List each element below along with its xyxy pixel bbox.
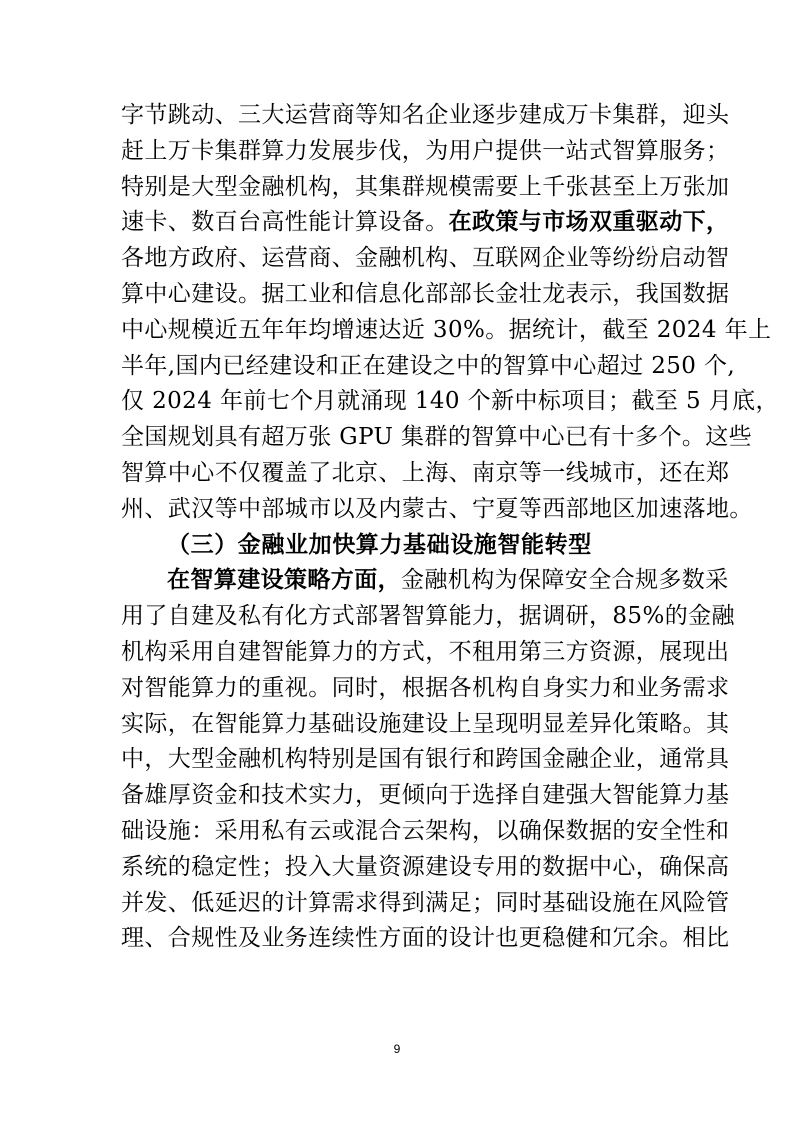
text-line: 并发、低延迟的计算需求得到满足；同时基础设施在风险管 [121,889,730,916]
text-line: 中，大型金融机构特别是国有银行和跨国金融企业，通常具 [121,746,730,773]
bold-phrase: 在政策与市场双重驱动下， [448,209,730,236]
text-line: 备雄厚资金和技术实力，更倾向于选择自建强大智能算力基 [121,782,730,809]
text-line: 用了自建及私有化方式部署智算能力，据调研，85%的金融 [121,603,735,630]
text-line: 系统的稳定性；投入大量资源建设专用的数据中心，确保高 [121,853,730,880]
paragraph-2 [121,563,735,957]
document-body [121,98,779,957]
text-run: 速卡、数百台高性能计算设备。 [121,209,449,236]
text-line: 半年,国内已经建设和正在建设之中的智算中心超过 250 个, [121,352,736,379]
text-line [121,563,729,599]
text-line: 算中心建设。据工业和信息化部部长金壮龙表示，我国数据 [121,280,730,307]
text-run: 金融机构为保障安全合规多数采 [401,567,729,594]
paragraph-1 [121,98,779,528]
text-line: 智算中心不仅覆盖了北京、上海、南京等一线城市，还在郑 [121,459,730,486]
text-line: 理、合规性及业务连续性方面的设计也更稳健和冗余。相比 [121,925,730,952]
text-line: 中心规模近五年年均增速达近 30%。据统计，截至 2024 年上 [121,316,772,343]
page-number: 9 [393,1042,401,1056]
text-line: 字节跳动、三大运营商等知名企业逐步建成万卡集群，迎头 [121,102,730,128]
text-line: 全国规划具有超万张 GPU 集群的智算中心已有十多个。这些 [121,424,753,451]
section-heading: （三）金融业加快算力基础设施智能转型 [167,531,592,558]
text-line: 对智能算力的重视。同时，根据各机构自身实力和业务需求 [121,674,730,701]
text-line: 础设施：采用私有云或混合云架构，以确保数据的安全性和 [121,817,730,844]
text-line: 特别是大型金融机构，其集群规模需要上千张甚至上万张加 [121,173,730,200]
text-line: 各地方政府、运营商、金融机构、互联网企业等纷纷启动智 [121,245,730,272]
bold-lead: 在智算建设策略方面， [167,567,401,594]
text-line: 州、武汉等中部城市以及内蒙古、宁夏等西部地区加速落地。 [121,495,753,522]
text-line: 仅 2024 年前七个月就涌现 140 个新中标项目；截至 5 月底， [121,388,779,415]
text-line: 实际，在智能算力基础设施建设上呈现明显差异化策略。其 [121,710,730,737]
text-line [121,205,730,241]
text-line: 赶上万卡集群算力发展步伐，为用户提供一站式智算服务； [121,137,730,164]
text-line: 机构采用自建智能算力的方式，不租用第三方资源，展现出 [121,638,730,665]
